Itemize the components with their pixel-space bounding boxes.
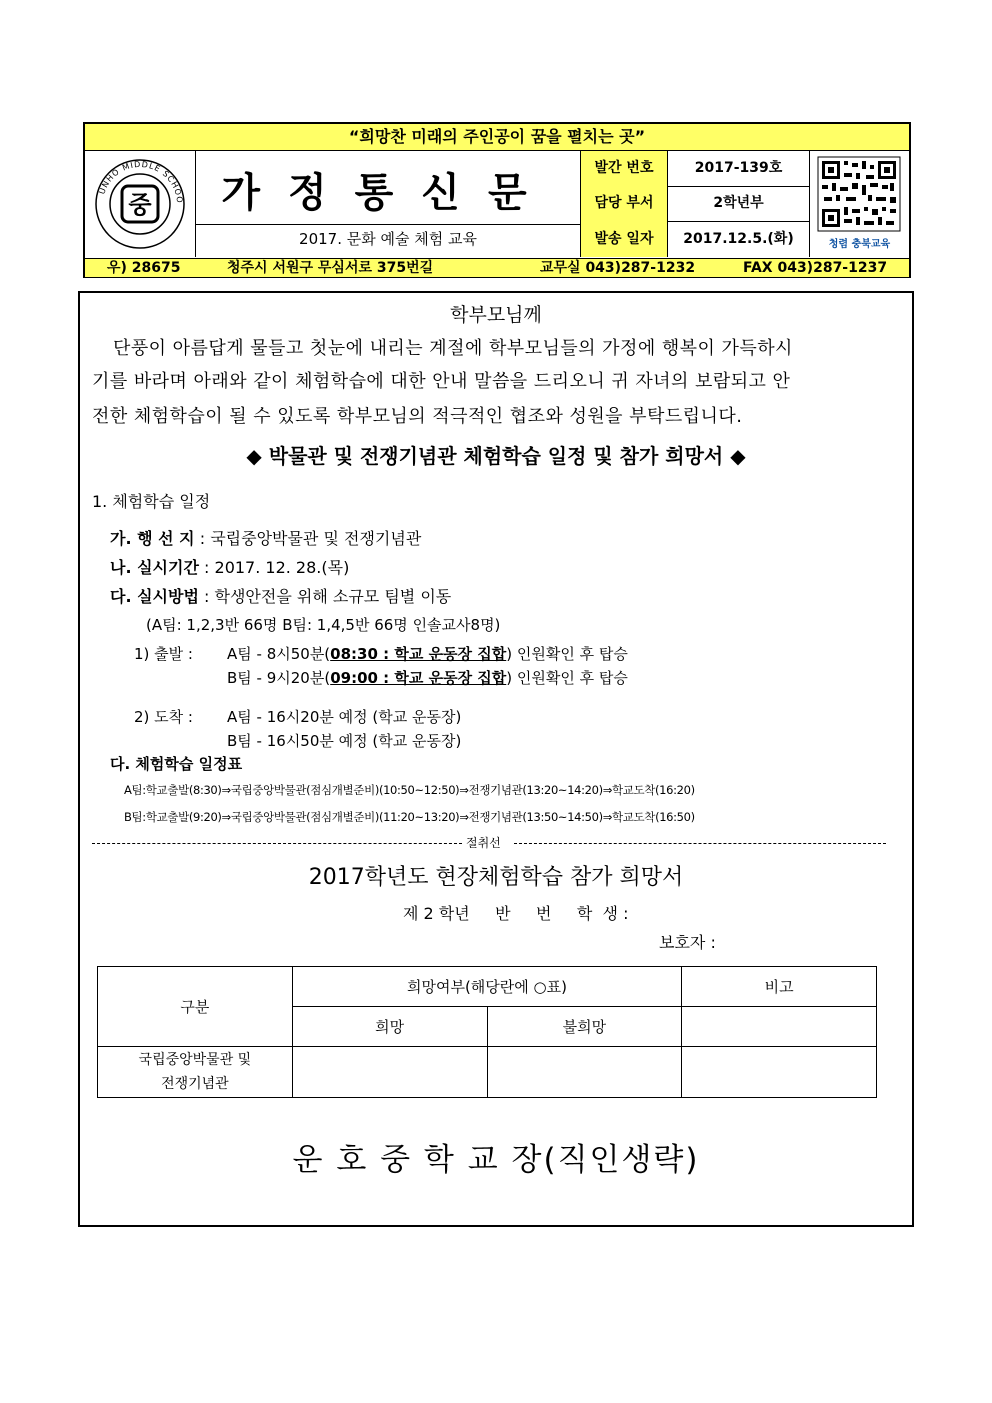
item-value: : 학생안전을 위해 소규모 팀별 이동	[204, 587, 452, 606]
item-label: 다. 실시방법	[110, 587, 199, 606]
item-label: 가. 행 선 지	[110, 529, 195, 548]
meta-table	[581, 151, 810, 257]
depart-team-a: A팀 - 8시50분(08:30 : 학교 운동장 집합) 인원확인 후 탑승	[227, 645, 628, 663]
newsletter-subtitle: 2017. 문화 예술 체험 교육	[299, 230, 477, 248]
meta-key: 담당 부서	[581, 186, 668, 221]
letter-line-1: 단풍이 아름답게 물들고 첫눈에 내리는 계절에 학부모님들의 가정에 행복이 가득하시	[113, 338, 793, 359]
depart-team-b: B팀 - 9시20분(09:00 : 학교 운동장 집합) 인원확인 후 탑승	[227, 669, 628, 687]
newsletter-header	[83, 122, 911, 278]
qr-code-icon	[810, 151, 909, 257]
cut-line-right	[514, 843, 886, 844]
item-label: 나. 실시기간	[110, 558, 199, 577]
address-bar	[85, 258, 909, 277]
row-label: 국립중앙박물관 및 전쟁기념관	[98, 1047, 293, 1098]
section-title: ◆ 박물관 및 전쟁기념관 체험학습 일정 및 참가 희망서 ◆	[246, 444, 746, 468]
meta-row-send-date	[581, 221, 809, 257]
qr-code-cell	[810, 151, 909, 257]
school-emblem-icon	[85, 151, 195, 257]
item-value: : 국립중앙박물관 및 전쟁기념관	[199, 529, 422, 548]
meta-key: 발간 번호	[581, 151, 668, 186]
school-logo	[85, 151, 196, 257]
arrive-label: 2) 도착 :	[134, 708, 193, 726]
letter-line-2: 기를 바라며 아래와 같이 체험학습에 대한 안내 말씀을 드리오니 귀 자녀의 보람되고 안	[92, 371, 791, 392]
schedule-heading: 1. 체험학습 일정	[92, 492, 211, 511]
meta-value: 2학년부	[713, 195, 764, 211]
cell-note[interactable]	[682, 1047, 877, 1098]
qr-caption: 청렴 충북교육	[828, 239, 891, 250]
note-empty	[682, 1007, 877, 1047]
principal-signature: 운 호 중 학 교 장(직인생략)	[292, 1142, 700, 1178]
meta-row-department	[581, 186, 809, 222]
office-phone: 교무실 043)287-1232	[540, 260, 696, 276]
assembly-time-b: 09:00 : 학교 운동장 집합	[330, 669, 507, 687]
timetable-heading: 다. 체험학습 일정표	[110, 755, 243, 773]
greeting: 학부모님께	[450, 304, 542, 326]
schedule-item-period	[110, 555, 349, 578]
title-divider	[196, 224, 580, 225]
title-cell	[196, 151, 581, 257]
schedule-item-method	[110, 584, 451, 607]
assembly-time-a: 08:30 : 학교 운동장 집합	[330, 645, 507, 663]
logo-text: UNHO MIDDLE SCHOO	[97, 159, 185, 205]
route-team-b: B팀:학교출발(9:20)⇒국립중앙박물관(점심개별준비)(11:20~13:20)⇒전쟁기념관(13:50~14:50)⇒학교도착(16:50)	[124, 810, 695, 824]
route-team-a: A팀:학교출발(8:30)⇒국립중앙박물관(점심개별준비)(10:50~12:50)⇒전쟁기념관(13:20~14:20)⇒학교도착(16:20)	[124, 783, 695, 797]
meta-row-issue-no	[581, 151, 809, 187]
meta-value: 2017-139호	[694, 160, 783, 176]
participation-form-table	[97, 966, 877, 1098]
header-category: 구분	[98, 967, 293, 1047]
header-wish: 희망여부(해당란에 ○표)	[292, 967, 682, 1007]
newsletter-title: 가정통신문	[221, 169, 555, 216]
fax-number: FAX 043)287-1237	[743, 260, 888, 276]
meta-value: 2017.12.5.(화)	[683, 231, 794, 247]
form-title: 2017학년도 현장체험학습 참가 희망서	[308, 865, 684, 890]
zip-code: 우) 28675	[107, 260, 181, 276]
header-note: 비고	[682, 967, 877, 1007]
cut-line-left	[92, 843, 462, 844]
arrive-team-b: B팀 - 16시50분 예정 (학교 운동장)	[227, 732, 462, 750]
logo-char: 중	[128, 191, 152, 219]
street-address: 청주시 서원구 무심서로 375번길	[227, 260, 434, 276]
item-value: : 2017. 12. 28.(목)	[204, 558, 350, 577]
student-info-line: 제 2 학년 반 번 학 생 :	[403, 904, 629, 923]
schedule-item-destination	[110, 526, 421, 549]
cut-line-label: 절취선	[466, 836, 501, 850]
depart-label: 1) 출발 :	[134, 645, 193, 663]
header-yes: 희망	[292, 1007, 487, 1047]
letter-line-3: 전한 체험학습이 될 수 있도록 학부모님의 적극적인 협조와 성원을 부탁드립니다.	[92, 406, 743, 427]
cell-no[interactable]	[487, 1047, 682, 1098]
meta-key: 발송 일자	[581, 221, 668, 257]
guardian-line: 보호자 :	[659, 933, 716, 952]
cell-yes[interactable]	[292, 1047, 487, 1098]
arrive-team-a: A팀 - 16시20분 예정 (학교 운동장)	[227, 708, 462, 726]
header-no: 불희망	[487, 1007, 682, 1047]
team-composition: (A팀: 1,2,3반 66명 B팀: 1,4,5반 66명 인솔교사8명)	[146, 616, 501, 634]
school-slogan: “희망찬 미래의 주인공이 꿈을 펼치는 곳”	[85, 124, 909, 151]
